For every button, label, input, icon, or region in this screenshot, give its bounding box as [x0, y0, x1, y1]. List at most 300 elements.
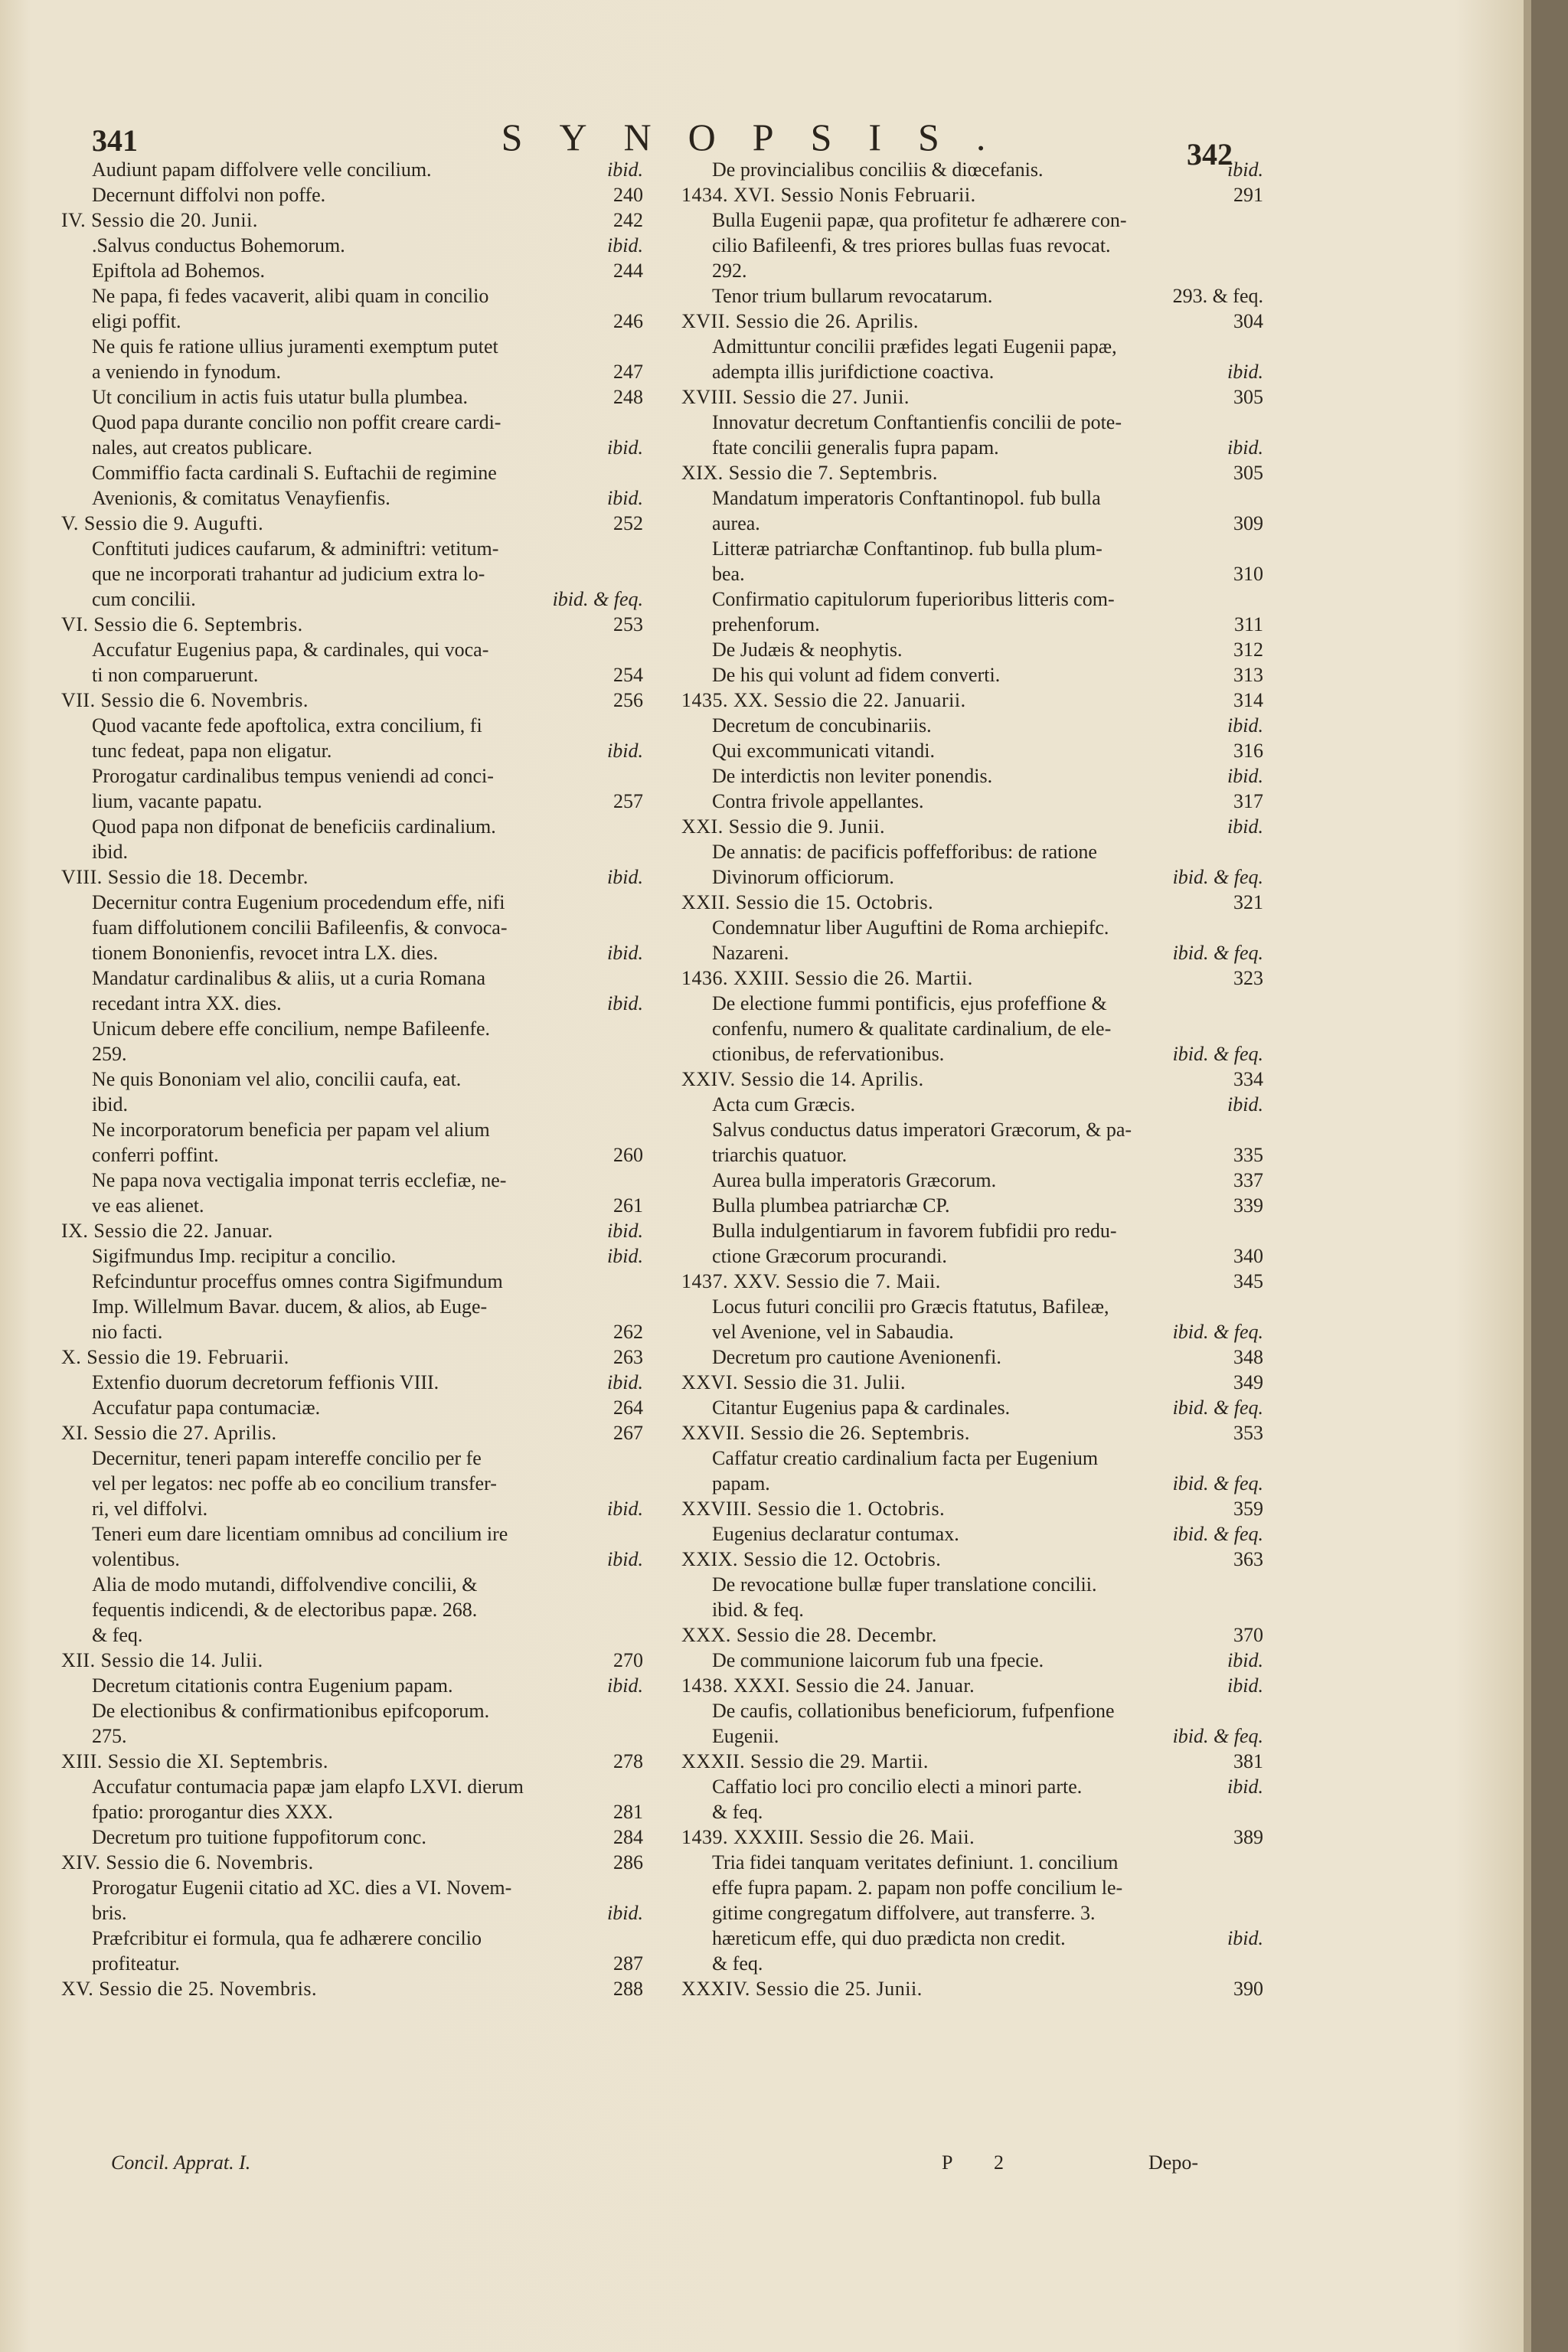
entry-text: Decernitur contra Eugenium procedendum effe, nifi: [92, 891, 505, 913]
entry-text: recedant intra XX. dies.: [92, 992, 282, 1014]
page-reference: ibid.: [1227, 1093, 1263, 1116]
entry-text: 292.: [712, 260, 747, 282]
entry-text: Accufatur Eugenius papa, & cardinales, qui voca-: [92, 639, 489, 661]
left-column-entry: [61, 157, 643, 182]
right-column-entry: [681, 1420, 1263, 1446]
entry-text: Ne incorporatorum beneficia per papam vel alium: [92, 1119, 490, 1141]
entry-text: & feq.: [712, 1952, 763, 1975]
page-reference: 248: [613, 386, 643, 408]
right-column-entry: [681, 789, 1263, 814]
entry-text: Accufatur papa contumaciæ.: [92, 1396, 321, 1419]
left-column-entry: [61, 1597, 643, 1622]
page-reference: ibid.: [607, 740, 643, 762]
left-column-entry: [61, 207, 643, 233]
left-column-entry: [61, 359, 643, 384]
left-column-entry: [61, 1648, 643, 1673]
entry-text: XXXIV. Sessio die 25. Junii.: [681, 1978, 923, 2000]
right-column-entry: [681, 258, 1263, 283]
page-reference: 281: [613, 1801, 643, 1823]
entry-text: Ne quis fe ratione ullius juramenti exemptum putet: [92, 335, 498, 358]
left-column-entry: [61, 890, 643, 915]
entry-text: Decretum pro cautione Avenionenfi.: [712, 1346, 1001, 1368]
left-column-entry: [61, 1749, 643, 1774]
page-reference: 304: [1233, 310, 1263, 332]
entry-text: Caffatur creatio cardinalium facta per Eugenium: [712, 1447, 1099, 1469]
page-reference: 337: [1233, 1169, 1263, 1191]
entry-text: Acta cum Græcis.: [712, 1093, 856, 1116]
page-reference: ibid. & feq.: [1172, 1523, 1263, 1545]
left-column-entry: [61, 384, 643, 410]
page-reference: 314: [1233, 689, 1263, 711]
page-reference: ibid.: [1227, 158, 1263, 181]
entry-text: XVIII. Sessio die 27. Junii.: [681, 386, 910, 408]
left-column-entry: [61, 864, 643, 890]
entry-text: Præfcribitur ei formula, qua fe adhærere concilio: [92, 1927, 482, 1949]
page-reference: ibid.: [607, 1220, 643, 1242]
left-column-entry: [61, 637, 643, 662]
right-column-entry: [681, 1723, 1263, 1749]
entry-text: XII. Sessio die 14. Julii.: [61, 1649, 263, 1671]
page-reference: 240: [613, 184, 643, 206]
entry-text: Ne papa nova vectigalia imponat terris ecclefiæ, ne-: [92, 1169, 507, 1191]
right-column-entry: [681, 713, 1263, 738]
right-column-entry: [681, 1243, 1263, 1269]
left-column-entry: [61, 1850, 643, 1875]
left-column-entry: [61, 1774, 643, 1799]
entry-text: Citantur Eugenius papa & cardinales.: [712, 1396, 1011, 1419]
entry-text: XIX. Sessio die 7. Septembris.: [681, 462, 938, 484]
entry-text: Caffatio loci pro concilio electi a minori parte.: [712, 1775, 1083, 1798]
entry-text: Avenionis, & comitatus Venayfienfis.: [92, 487, 390, 509]
right-column-entry: [681, 1041, 1263, 1067]
right-column-entry: [681, 965, 1263, 991]
entry-text: IX. Sessio die 22. Januar.: [61, 1220, 273, 1242]
page-reference: ibid.: [607, 992, 643, 1014]
page-number-left: 341: [92, 123, 138, 158]
signature-mark: P 2: [942, 2151, 1022, 2174]
left-column-entry: [61, 1370, 643, 1395]
entry-text: triarchis quatuor.: [712, 1144, 848, 1166]
right-column-entry: [681, 1067, 1263, 1092]
entry-text: a veniendo in fynodum.: [92, 361, 281, 383]
book-gutter: [1524, 0, 1568, 2352]
entry-text: 1437. XXV. Sessio die 7. Maii.: [681, 1270, 941, 1292]
left-column-entry: [61, 1496, 643, 1521]
left-column-entry: [61, 1319, 643, 1344]
right-column-entry: [681, 839, 1263, 864]
entry-text: XXII. Sessio die 15. Octobris.: [681, 891, 934, 913]
right-column-entry: [681, 763, 1263, 789]
right-column-entry: [681, 1294, 1263, 1319]
left-column-entry: [61, 814, 643, 839]
left-column-entry: [61, 1521, 643, 1547]
entry-text: Salvus conductus datus imperatori Græcorum, & pa-: [712, 1119, 1132, 1141]
page-reference: 242: [613, 209, 643, 231]
entry-text: Decretum citationis contra Eugenium papam.: [92, 1674, 453, 1697]
entry-text: profiteatur.: [92, 1952, 180, 1975]
page-reference: 309: [1233, 512, 1263, 534]
entry-text: Sigifmundus Imp. recipitur a concilio.: [92, 1245, 397, 1267]
page-reference: ibid. & feq.: [1172, 1043, 1263, 1065]
page-reference: ibid.: [1227, 436, 1263, 459]
right-column-entry: [681, 1850, 1263, 1875]
left-column-entry: [61, 1446, 643, 1471]
entry-text: XXVII. Sessio die 26. Septembris.: [681, 1422, 970, 1444]
left-column-entry: [61, 309, 643, 334]
right-column-entry: [681, 814, 1263, 839]
left-column-entry: [61, 511, 643, 536]
entry-text: Admittuntur concilii præfides legati Eugenii papæ,: [712, 335, 1117, 358]
right-column-entry: [681, 1016, 1263, 1041]
right-column-entry: [681, 283, 1263, 309]
entry-text: Accufatur contumacia papæ jam elapfo LXVI. dierum: [92, 1775, 524, 1798]
entry-text: & feq.: [92, 1624, 143, 1646]
right-column-entry: [681, 637, 1263, 662]
page-reference: 353: [1233, 1422, 1263, 1444]
page-reference: ibid.: [607, 1245, 643, 1267]
entry-text: VII. Sessio die 6. Novembris.: [61, 689, 309, 711]
page-reference: 262: [613, 1321, 643, 1343]
entry-text: Litteræ patriarchæ Conftantinop. fub bulla plum-: [712, 537, 1102, 560]
entry-text: Prorogatur cardinalibus tempus veniendi ad conci-: [92, 765, 494, 787]
page-reference: 253: [613, 613, 643, 635]
page-reference: ibid.: [607, 942, 643, 964]
left-column-entry: [61, 1824, 643, 1850]
page-reference: ibid. & feq.: [1172, 1396, 1263, 1419]
page-reference: ibid.: [607, 1674, 643, 1697]
left-column-entry: [61, 789, 643, 814]
right-column-entry: [681, 1218, 1263, 1243]
entry-text: cilio Bafileenfi, & tres priores bullas fuas revocat.: [712, 234, 1111, 256]
left-column-entry: [61, 1875, 643, 1900]
page-reference: 293. & feq.: [1172, 285, 1263, 307]
right-column-entry: [681, 890, 1263, 915]
left-column-entry: [61, 460, 643, 485]
page-reference: 247: [613, 361, 643, 383]
page-reference: 263: [613, 1346, 643, 1368]
page-reference: 286: [613, 1851, 643, 1873]
entry-text: IV. Sessio die 20. Junii.: [61, 209, 258, 231]
entry-text: De caufis, collationibus beneficiorum, fufpenfione: [712, 1700, 1115, 1722]
page-reference: 311: [1233, 613, 1263, 635]
right-column-entry: [681, 1774, 1263, 1799]
page-reference: 246: [613, 310, 643, 332]
entry-text: fuam diffolutionem concilii Bafileenfis, & convoca-: [92, 916, 508, 939]
right-column-entry: [681, 460, 1263, 485]
right-column-entry: [681, 1446, 1263, 1471]
entry-text: Ut concilium in actis fuis utatur bulla plumbea.: [92, 386, 469, 408]
entry-text: conferri poffint.: [92, 1144, 219, 1166]
left-column-entry: [61, 1471, 643, 1496]
right-column-entry: [681, 1193, 1263, 1218]
entry-text: V. Sessio die 9. Augufti.: [61, 512, 264, 534]
entry-text: Audiunt papam diffolvere velle concilium.: [92, 158, 432, 181]
left-column: [61, 157, 643, 2001]
entry-text: Eugenii.: [712, 1725, 779, 1747]
entry-text: bea.: [712, 563, 745, 585]
entry-text: prehenforum.: [712, 613, 820, 635]
page-reference: 288: [613, 1978, 643, 2000]
right-column-entry: [681, 1547, 1263, 1572]
entry-text: ri, vel diffolvi.: [92, 1498, 208, 1520]
page-title: SYNOPSIS.: [501, 116, 1023, 158]
page-reference: 349: [1233, 1371, 1263, 1393]
entry-text: ve eas alienet.: [92, 1194, 204, 1217]
page-reference: 359: [1233, 1498, 1263, 1520]
page-reference: 260: [613, 1144, 643, 1166]
right-column-entry: [681, 1926, 1263, 1951]
right-column-entry: [681, 1142, 1263, 1168]
left-column-entry: [61, 965, 643, 991]
entry-text: fpatio: prorogantur dies XXX.: [92, 1801, 333, 1823]
entry-text: XXIX. Sessio die 12. Octobris.: [681, 1548, 942, 1570]
right-column-entry: [681, 511, 1263, 536]
right-column-entry: [681, 662, 1263, 688]
right-column-entry: [681, 157, 1263, 182]
right-column-entry: [681, 309, 1263, 334]
page-reference: ibid.: [1227, 714, 1263, 737]
page-reference: ibid. & feq.: [1172, 1321, 1263, 1343]
entry-text: De Judæis & neophytis.: [712, 639, 903, 661]
entry-text: XV. Sessio die 25. Novembris.: [61, 1978, 317, 2000]
right-column-entry: [681, 1698, 1263, 1723]
right-column-entry: [681, 1269, 1263, 1294]
right-column-entry: [681, 586, 1263, 612]
page-reference: 312: [1233, 639, 1263, 661]
right-column-entry: [681, 1622, 1263, 1648]
page-reference: 305: [1233, 386, 1263, 408]
left-column-entry: [61, 1547, 643, 1572]
page-reference: ibid.: [1227, 1674, 1263, 1697]
entry-text: aurea.: [712, 512, 760, 534]
entry-text: Ne papa, fi fedes vacaverit, alibi quam in concilio: [92, 285, 489, 307]
right-column-entry: [681, 1799, 1263, 1824]
entry-text: VI. Sessio die 6. Septembris.: [61, 613, 303, 635]
right-column-entry: [681, 1749, 1263, 1774]
page-reference: 390: [1233, 1978, 1263, 2000]
entry-text: XXVI. Sessio die 31. Julii.: [681, 1371, 906, 1393]
entry-text: 259.: [92, 1043, 127, 1065]
right-column-entry: [681, 207, 1263, 233]
left-column-entry: [61, 612, 643, 637]
catchword: Depo-: [1148, 2151, 1198, 2174]
page-reference: 287: [613, 1952, 643, 1975]
entry-text: .Salvus conductus Bohemorum.: [92, 234, 345, 256]
entry-text: De electionibus & confirmationibus epifcoporum.: [92, 1700, 490, 1722]
page-reference: ibid.: [607, 1498, 643, 1520]
right-column-entry: [681, 991, 1263, 1016]
right-column-entry: [681, 410, 1263, 435]
entry-text: 275.: [92, 1725, 127, 1747]
entry-text: Unicum debere effe concilium, nempe Bafileenfe.: [92, 1018, 491, 1040]
entry-text: lium, vacante papatu.: [92, 790, 263, 812]
entry-text: effe fupra papam. 2. papam non poffe concilium le-: [712, 1877, 1123, 1899]
right-column-entry: [681, 1092, 1263, 1117]
entry-text: Decernunt diffolvi non poffe.: [92, 184, 326, 206]
right-column-entry: [681, 864, 1263, 890]
page-reference: ibid. & feq.: [1172, 1472, 1263, 1494]
entry-text: XVII. Sessio die 26. Aprilis.: [681, 310, 919, 332]
page-reference: 284: [613, 1826, 643, 1848]
entry-text: ctione Græcorum procurandi.: [712, 1245, 947, 1267]
left-column-entry: [61, 586, 643, 612]
page-reference: 244: [613, 260, 643, 282]
right-column-entry: [681, 940, 1263, 965]
entry-text: 1438. XXXI. Sessio die 24. Januar.: [681, 1674, 975, 1697]
page-reference: 267: [613, 1422, 643, 1444]
entry-text: que ne incorporati trahantur ad judicium extra lo-: [92, 563, 485, 585]
right-column-entry: [681, 561, 1263, 586]
left-column-entry: [61, 1016, 643, 1041]
left-column-entry: [61, 1218, 643, 1243]
right-column-entry: [681, 485, 1263, 511]
right-column-entry: [681, 1370, 1263, 1395]
entry-text: Innovatur decretum Conftantienfis concilii de pote-: [712, 411, 1122, 433]
right-column-entry: [681, 738, 1263, 763]
page-reference: 345: [1233, 1270, 1263, 1292]
entry-text: De communione laicorum fub una fpecie.: [712, 1649, 1044, 1671]
left-column-entry: [61, 1420, 643, 1446]
left-column-entry: [61, 1092, 643, 1117]
entry-text: Conftituti judices caufarum, & adminiftri: vetitum-: [92, 537, 499, 560]
entry-text: Mandatur cardinalibus & aliis, ut a curia Romana: [92, 967, 486, 989]
right-column-entry: [681, 612, 1263, 637]
page-reference: 317: [1233, 790, 1263, 812]
left-column-entry: [61, 334, 643, 359]
left-column-entry: [61, 1723, 643, 1749]
right-column-entry: [681, 1395, 1263, 1420]
right-column-entry: [681, 1319, 1263, 1344]
entry-text: Bulla Eugenii papæ, qua profitetur fe adhærere con-: [712, 209, 1127, 231]
left-column-entry: [61, 763, 643, 789]
entry-text: Commiffio facta cardinali S. Euftachii de regimine: [92, 462, 497, 484]
page-reference: ibid.: [607, 158, 643, 181]
right-column-entry: [681, 384, 1263, 410]
page-reference: ibid.: [607, 234, 643, 256]
entry-text: nio facti.: [92, 1321, 163, 1343]
entry-text: Bulla indulgentiarum in favorem fubfidii pro redu-: [712, 1220, 1117, 1242]
page-reference: 305: [1233, 462, 1263, 484]
entry-text: papam.: [712, 1472, 770, 1494]
left-column-entry: [61, 688, 643, 713]
entry-text: ti non comparuerunt.: [92, 664, 259, 686]
page-reference: ibid.: [1227, 815, 1263, 838]
entry-text: Epiftola ad Bohemos.: [92, 260, 266, 282]
left-column-entry: [61, 738, 643, 763]
page-reference: ibid.: [1227, 1649, 1263, 1671]
signature-note: Concil. Apprat. I.: [111, 2151, 251, 2174]
entry-text: Aurea bulla imperatoris Græcorum.: [712, 1169, 997, 1191]
page-reference: 335: [1233, 1144, 1263, 1166]
entry-text: Alia de modo mutandi, diffolvendive concilii, &: [92, 1573, 478, 1596]
entry-text: bris.: [92, 1902, 127, 1924]
right-column-entry: [681, 1344, 1263, 1370]
right-column-entry: [681, 1496, 1263, 1521]
right-column-entry: [681, 435, 1263, 460]
right-column-entry: [681, 1521, 1263, 1547]
right-column-entry: [681, 536, 1263, 561]
entry-text: Extenfio duorum decretorum feffionis VIII.: [92, 1371, 439, 1393]
left-column-entry: [61, 435, 643, 460]
entry-text: XXI. Sessio die 9. Junii.: [681, 815, 885, 838]
entry-text: XXXII. Sessio die 29. Martii.: [681, 1750, 929, 1772]
page-number-right: 342: [1187, 137, 1233, 172]
entry-text: De revocatione bullæ fuper translatione concilii.: [712, 1573, 1097, 1596]
page-reference: 264: [613, 1396, 643, 1419]
right-column-entry: [681, 1648, 1263, 1673]
page-reference: ibid.: [1227, 361, 1263, 383]
left-column-entry: [61, 839, 643, 864]
entry-text: De his qui volunt ad fidem converti.: [712, 664, 1001, 686]
left-column-entry: [61, 410, 643, 435]
left-column-entry: [61, 1041, 643, 1067]
entry-text: Condemnatur liber Auguftini de Roma archiepifc.: [712, 916, 1109, 939]
page-reference: ibid. & feq.: [1172, 942, 1263, 964]
entry-text: XXIV. Sessio die 14. Aprilis.: [681, 1068, 924, 1090]
page-reference: ibid.: [1227, 765, 1263, 787]
entry-text: X. Sessio die 19. Februarii.: [61, 1346, 289, 1368]
left-column-entry: [61, 1269, 643, 1294]
right-column-entry: [681, 1824, 1263, 1850]
page-reference: 310: [1233, 563, 1263, 585]
entry-text: hæreticum effe, qui duo prædicta non credit.: [712, 1927, 1066, 1949]
entry-text: XXX. Sessio die 28. Decembr.: [681, 1624, 937, 1646]
right-column-entry: [681, 915, 1263, 940]
entry-text: XI. Sessio die 27. Aprilis.: [61, 1422, 277, 1444]
entry-text: Eugenius declaratur contumax.: [712, 1523, 959, 1545]
entry-text: vel per legatos: nec poffe ab eo concilium transfer-: [92, 1472, 497, 1494]
right-column: [681, 157, 1263, 2001]
page-reference: ibid.: [1227, 1927, 1263, 1949]
entry-text: tionem Bononienfis, revocet intra LX. dies.: [92, 942, 439, 964]
left-column-entry: [61, 915, 643, 940]
right-column-entry: [681, 1168, 1263, 1193]
right-column-entry: [681, 1900, 1263, 1926]
right-column-entry: [681, 182, 1263, 207]
page-reference: ibid.: [607, 866, 643, 888]
page-reference: 339: [1233, 1194, 1263, 1217]
entry-text: XIII. Sessio die XI. Septembris.: [61, 1750, 328, 1772]
entry-text: eligi poffit.: [92, 310, 181, 332]
entry-text: De annatis: de pacificis poffefforibus: de ratione: [712, 841, 1097, 863]
right-column-entry: [681, 334, 1263, 359]
right-column-entry: [681, 233, 1263, 258]
page-reference: 256: [613, 689, 643, 711]
right-column-entry: [681, 1976, 1263, 2001]
entry-text: & feq.: [712, 1801, 763, 1823]
entry-text: Decretum pro tuitione fuppofitorum conc.: [92, 1826, 426, 1848]
page-reference: 381: [1233, 1750, 1263, 1772]
page-reference: ibid. & feq.: [1172, 866, 1263, 888]
entry-text: ibid.: [92, 841, 128, 863]
entry-text: Ne quis Bononiam vel alio, concilii caufa, eat.: [92, 1068, 462, 1090]
left-column-entry: [61, 283, 643, 309]
entry-text: 1436. XXIII. Sessio die 26. Martii.: [681, 967, 973, 989]
page-reference: ibid.: [607, 487, 643, 509]
right-column-entry: [681, 1471, 1263, 1496]
left-column-entry: [61, 1799, 643, 1824]
entry-text: Quod papa non difponat de beneficiis cardinalium.: [92, 815, 496, 838]
left-column-entry: [61, 1572, 643, 1597]
left-column-entry: [61, 1951, 643, 1976]
entry-text: 1439. XXXIII. Sessio die 26. Maii.: [681, 1826, 975, 1848]
left-column-entry: [61, 1698, 643, 1723]
left-column-entry: [61, 1622, 643, 1648]
entry-text: ibid. & feq.: [712, 1599, 804, 1621]
right-column-entry: [681, 1673, 1263, 1698]
entry-text: vel Avenione, vel in Sabaudia.: [712, 1321, 954, 1343]
right-column-entry: [681, 1117, 1263, 1142]
